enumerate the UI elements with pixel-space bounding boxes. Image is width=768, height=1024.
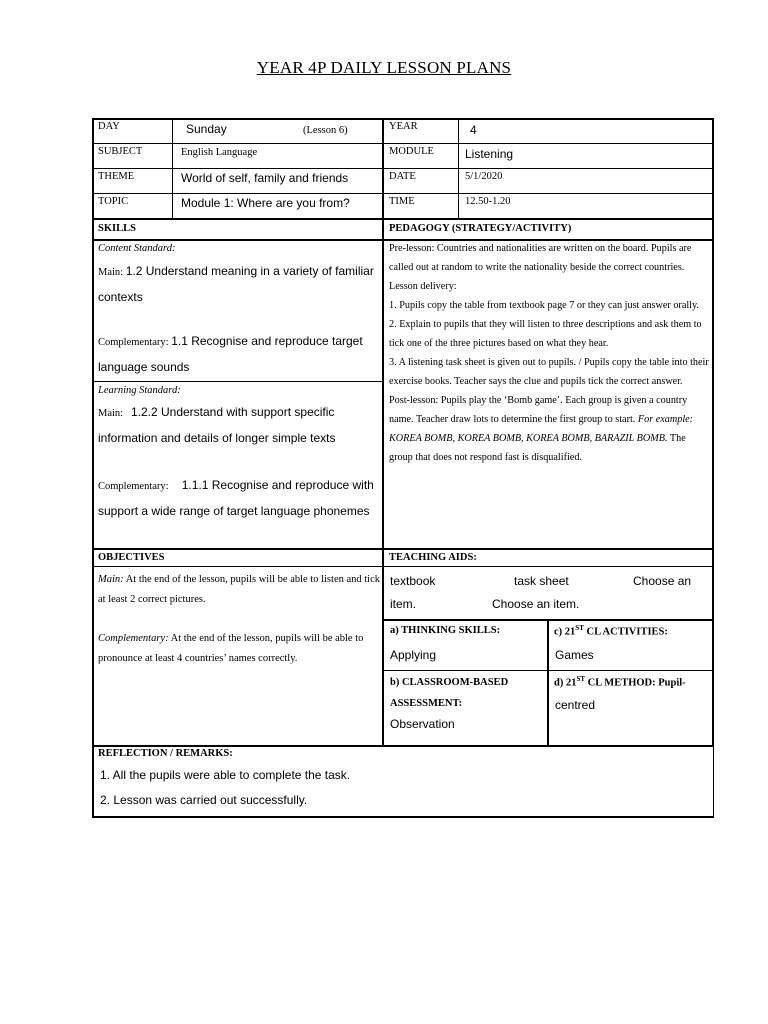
table-border-right-lower [713,746,714,818]
cl-method-label-post: CL METHOD: [585,677,659,689]
content-standard-label: Content Standard: [98,243,176,254]
table-border-left [92,118,94,818]
row-divider [92,193,714,194]
post-lesson-example: For example: KOREA BOMB, KOREA BOMB, KOREA BOMB, BARAZIL BOMB. [389,414,694,444]
post-lesson [389,391,709,467]
pre-lesson: Pre-lesson: Countries and nationalities are written on the board. Pupils are called out at random to write the nationality beside the correct countries. [389,243,692,273]
objective-comp-prefix: Complementary: [98,633,169,644]
assessment-value: Observation [390,717,455,731]
cl-method-label-pre: d) 21 [554,677,577,689]
lesson-number: (Lesson 6) [303,125,348,136]
table-border-right [712,118,714,746]
cl-method-sup: ST [576,675,586,683]
content-standard-comp [98,329,378,381]
day-label: DAY [98,121,120,132]
col-divider [458,118,459,218]
objective-main-prefix: Main: [98,574,124,585]
ls-main-text: 1.2.2 Understand with support specific information and details of longer simple texts [98,405,336,445]
cs-main-prefix: Main: [98,267,124,278]
cl-method-value-inline: Pupil- [658,677,686,689]
cl-activities-sup: ST [575,624,584,632]
cs-comp-prefix: Complementary: [98,337,169,348]
objectives-heading: OBJECTIVES [98,552,165,563]
lesson-delivery-label: Lesson delivery: [389,281,457,292]
cl-activities-label-pre: c) 21 [554,626,576,638]
aid-choose-item-1-cont[interactable]: item. [390,597,417,611]
day-value: Sunday [186,122,227,136]
ls-comp-text: 1.1.1 Recognise and reproduce with support a wide range of target language phonemes [98,478,374,518]
aid-choose-item-1[interactable]: Choose an [633,574,692,588]
cl-activities-label [554,624,668,639]
cl-method-value: centred [555,698,596,712]
pedagogy-heading: PEDAGOGY (STRATEGY/ACTIVITY) [389,223,572,234]
learning-standard-main [98,400,378,452]
subject-value: English Language [181,147,258,158]
content-standard-main [98,259,378,311]
thinking-skills-value: Applying [390,648,437,662]
ls-main-prefix: Main: [98,408,124,419]
teaching-aids-heading: TEACHING AIDS: [389,552,477,563]
learning-standard-comp [98,473,378,525]
aid-textbook: textbook [390,574,436,588]
theme-value: World of self, family and friends [181,171,349,185]
reflection-item-1: 1. All the pupils were able to complete the task. [100,768,351,782]
post-lesson-text: Post-lesson: Pupils play the ‘Bomb game’. Each group is given a country name. Teacher draw lots to determine the first group to start. [389,395,688,425]
row-divider [92,218,714,220]
ls-comp-prefix: Complementary: [98,481,169,492]
col-divider [382,118,384,746]
reflection-heading: REFLECTION / REMARKS: [98,748,233,759]
thinking-skills-label: a) THINKING SKILLS: [390,625,501,636]
row-divider [92,566,714,567]
objective-comp [98,629,380,669]
pedagogy-content [389,239,709,467]
col-divider [172,118,173,218]
objective-comp-text: At the end of the lesson, pupils will be able to pronounce at least 4 countries’ names correctly. [98,633,364,664]
topic-value: Module 1: Where are you from? [181,196,350,210]
delivery-step-1: 1. Pupils copy the table from textbook page 7 or they can just answer orally. [389,300,699,311]
skills-heading: SKILLS [98,223,136,234]
learning-standard-label: Learning Standard: [98,385,181,396]
assessment-label: b) CLASSROOM-BASED ASSESSMENT: [390,677,509,709]
aid-task-sheet: task sheet [514,574,569,588]
table-border-bottom [92,816,714,818]
cl-activities-label-post: CL ACTIVITIES: [583,626,668,638]
cs-comp-text: 1.1 Recognise and reproduce target language sounds [98,334,363,374]
module-label: MODULE [389,146,434,157]
page-title: YEAR 4P DAILY LESSON PLANS [256,58,512,77]
cl-activities-value: Games [555,648,594,662]
theme-label: THEME [98,171,135,182]
aid-choose-item-2[interactable]: Choose an item. [492,597,580,611]
cl-method-label [554,675,710,690]
time-label: TIME [389,196,415,207]
objective-main [98,570,380,610]
row-divider [92,143,714,144]
delivery-step-2: 2. Explain to pupils that they will listen to three descriptions and ask them to tick one of the three pictures based on what they hear. [389,319,702,349]
time-value: 12.50-1.20 [465,196,511,207]
date-value: 5/1/2020 [465,171,503,182]
topic-label: TOPIC [98,196,129,207]
cs-main-text: 1.2 Understand meaning in a variety of familiar contexts [98,264,374,304]
col-divider [547,619,549,746]
objective-main-text: At the end of the lesson, pupils will be able to listen and tick at least 2 correct pictures. [98,574,380,605]
delivery-step-3: 3. A listening task sheet is given out to pupils. / Pupils copy the table into their exercise books. Teacher says the clue and pupils tick the correct answer. [389,357,709,387]
date-label: DATE [389,171,416,182]
post-lesson-end: The group that does not respond fast is disqualified. [389,433,686,463]
reflection-item-2: 2. Lesson was carried out successfully. [100,793,308,807]
row-divider [92,548,714,550]
module-value: Listening [465,147,514,161]
year-label: YEAR [389,121,418,132]
row-divider [92,381,384,382]
year-value: 4 [470,123,477,137]
subject-label: SUBJECT [98,146,143,157]
row-divider [92,168,714,169]
